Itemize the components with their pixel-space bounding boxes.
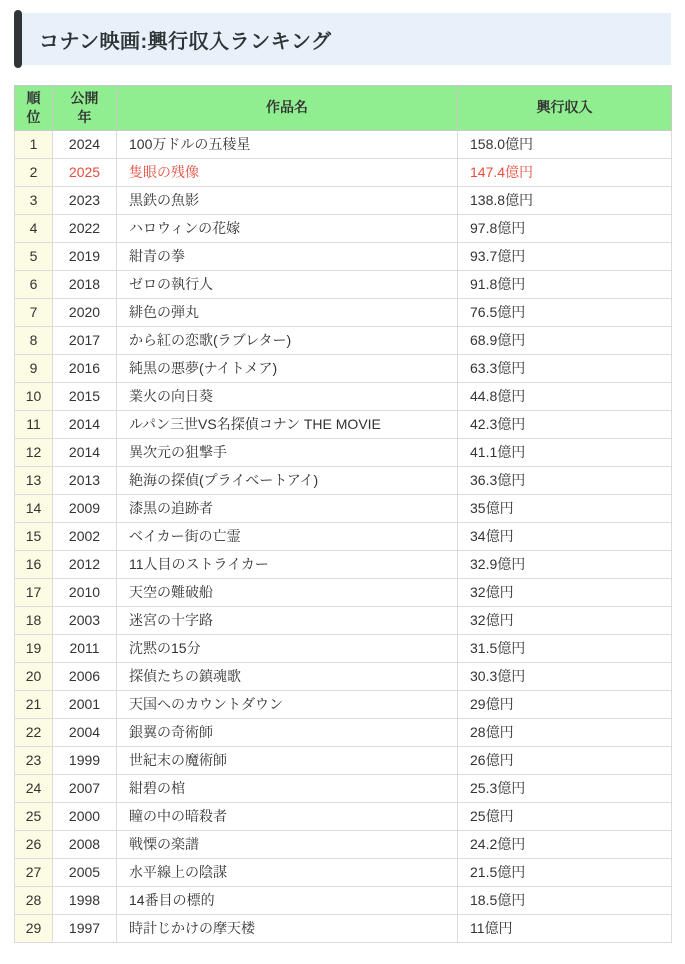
year-cell: 2001 (53, 690, 117, 718)
table-row (15, 522, 672, 550)
ranking-table (14, 85, 672, 943)
title-cell: 業火の向日葵 (117, 382, 458, 410)
rank-cell: 27 (15, 858, 53, 886)
title-cell: から紅の恋歌(ラブレター) (117, 326, 458, 354)
rank-cell: 4 (15, 214, 53, 242)
title-cell: 100万ドルの五稜星 (117, 130, 458, 158)
table-row (15, 158, 672, 186)
title-cell: 11人目のストライカー (117, 550, 458, 578)
title-cell: 異次元の狙撃手 (117, 438, 458, 466)
table-row (15, 186, 672, 214)
revenue-cell: 18.5億円 (458, 886, 672, 914)
table-row (15, 634, 672, 662)
page-title: コナン映画:興行収入ランキング (39, 30, 332, 53)
rank-cell: 13 (15, 466, 53, 494)
table-row (15, 774, 672, 802)
title-cell: 戦慄の楽譜 (117, 830, 458, 858)
table-row (15, 298, 672, 326)
title-cell: ゼロの執行人 (117, 270, 458, 298)
revenue-cell: 29億円 (458, 690, 672, 718)
rank-cell: 1 (15, 130, 53, 158)
year-cell: 2009 (53, 494, 117, 522)
rank-cell: 10 (15, 382, 53, 410)
year-cell: 2002 (53, 522, 117, 550)
table-row (15, 606, 672, 634)
year-cell: 2023 (53, 186, 117, 214)
revenue-cell: 36.3億円 (458, 466, 672, 494)
rank-cell: 8 (15, 326, 53, 354)
rank-cell: 11 (15, 410, 53, 438)
year-cell: 2020 (53, 298, 117, 326)
table-row (15, 662, 672, 690)
year-cell: 2014 (53, 438, 117, 466)
table-row (15, 858, 672, 886)
revenue-cell: 44.8億円 (458, 382, 672, 410)
rank-cell: 9 (15, 354, 53, 382)
header-title: 作品名 (117, 86, 458, 131)
revenue-cell: 91.8億円 (458, 270, 672, 298)
rank-cell: 28 (15, 886, 53, 914)
revenue-cell: 32.9億円 (458, 550, 672, 578)
rank-cell: 5 (15, 242, 53, 270)
title-cell: 銀翼の奇術師 (117, 718, 458, 746)
revenue-cell: 25億円 (458, 802, 672, 830)
year-cell: 2016 (53, 354, 117, 382)
rank-cell: 2 (15, 158, 53, 186)
rank-cell: 20 (15, 662, 53, 690)
year-cell: 2024 (53, 130, 117, 158)
title-cell: 探偵たちの鎮魂歌 (117, 662, 458, 690)
year-cell: 2008 (53, 830, 117, 858)
table-row (15, 130, 672, 158)
revenue-cell: 11億円 (458, 914, 672, 942)
title-cell: ベイカー街の亡霊 (117, 522, 458, 550)
rank-cell: 19 (15, 634, 53, 662)
year-cell: 2004 (53, 718, 117, 746)
revenue-cell: 32億円 (458, 578, 672, 606)
rank-cell: 7 (15, 298, 53, 326)
title-cell: 純黒の悪夢(ナイトメア) (117, 354, 458, 382)
year-cell: 2012 (53, 550, 117, 578)
revenue-cell: 34億円 (458, 522, 672, 550)
table-row (15, 438, 672, 466)
table-row (15, 718, 672, 746)
title-cell: 黒鉄の魚影 (117, 186, 458, 214)
title-box (22, 13, 671, 65)
title-cell: 漆黒の追跡者 (117, 494, 458, 522)
year-cell: 2005 (53, 858, 117, 886)
table-row (15, 690, 672, 718)
rank-cell: 24 (15, 774, 53, 802)
revenue-cell: 138.8億円 (458, 186, 672, 214)
header-revenue: 興行収入 (458, 86, 672, 131)
table-row (15, 550, 672, 578)
title-cell: 紺碧の棺 (117, 774, 458, 802)
year-cell: 2022 (53, 214, 117, 242)
rank-cell: 12 (15, 438, 53, 466)
title-cell: 絶海の探偵(プライベートアイ) (117, 466, 458, 494)
table-header (15, 86, 672, 131)
revenue-cell: 68.9億円 (458, 326, 672, 354)
title-cell: 瞳の中の暗殺者 (117, 802, 458, 830)
table-row (15, 914, 672, 942)
title-cell: 天空の難破船 (117, 578, 458, 606)
table-row (15, 494, 672, 522)
year-cell: 2018 (53, 270, 117, 298)
rank-cell: 26 (15, 830, 53, 858)
year-cell: 2017 (53, 326, 117, 354)
revenue-cell: 158.0億円 (458, 130, 672, 158)
title-cell: 14番目の標的 (117, 886, 458, 914)
page (0, 10, 685, 964)
table-row (15, 886, 672, 914)
rank-cell: 6 (15, 270, 53, 298)
title-accent-bar (14, 10, 22, 68)
rank-cell: 29 (15, 914, 53, 942)
revenue-cell: 147.4億円 (458, 158, 672, 186)
table-row (15, 354, 672, 382)
title-cell: ハロウィンの花嫁 (117, 214, 458, 242)
revenue-cell: 26億円 (458, 746, 672, 774)
table-row (15, 466, 672, 494)
title-cell: 時計じかけの摩天楼 (117, 914, 458, 942)
table-row (15, 410, 672, 438)
year-cell: 2006 (53, 662, 117, 690)
revenue-cell: 63.3億円 (458, 354, 672, 382)
rank-cell: 3 (15, 186, 53, 214)
revenue-cell: 35億円 (458, 494, 672, 522)
table-row (15, 270, 672, 298)
revenue-cell: 30.3億円 (458, 662, 672, 690)
table-row (15, 214, 672, 242)
year-cell: 2011 (53, 634, 117, 662)
rank-cell: 14 (15, 494, 53, 522)
rank-cell: 18 (15, 606, 53, 634)
revenue-cell: 21.5億円 (458, 858, 672, 886)
rank-cell: 21 (15, 690, 53, 718)
year-cell: 2014 (53, 410, 117, 438)
year-cell: 2000 (53, 802, 117, 830)
table-row (15, 746, 672, 774)
table-row (15, 578, 672, 606)
year-cell: 1997 (53, 914, 117, 942)
revenue-cell: 32億円 (458, 606, 672, 634)
title-cell: 世紀末の魔術師 (117, 746, 458, 774)
year-cell: 2010 (53, 578, 117, 606)
title-cell: 天国へのカウントダウン (117, 690, 458, 718)
table-body (15, 130, 672, 942)
rank-cell: 22 (15, 718, 53, 746)
revenue-cell: 42.3億円 (458, 410, 672, 438)
title-cell: 迷宮の十字路 (117, 606, 458, 634)
title-cell: 沈黙の15分 (117, 634, 458, 662)
rank-cell: 25 (15, 802, 53, 830)
revenue-cell: 97.8億円 (458, 214, 672, 242)
header-year: 公開年 (53, 86, 117, 131)
rank-cell: 16 (15, 550, 53, 578)
page-header (14, 10, 671, 68)
table-header-row (15, 86, 672, 131)
rank-cell: 23 (15, 746, 53, 774)
revenue-cell: 28億円 (458, 718, 672, 746)
revenue-cell: 25.3億円 (458, 774, 672, 802)
rank-cell: 17 (15, 578, 53, 606)
table-row (15, 830, 672, 858)
title-cell: ルパン三世VS名探偵コナン THE MOVIE (117, 410, 458, 438)
table-row (15, 242, 672, 270)
revenue-cell: 93.7億円 (458, 242, 672, 270)
title-cell: 水平線上の陰謀 (117, 858, 458, 886)
title-cell: 紺青の拳 (117, 242, 458, 270)
revenue-cell: 41.1億円 (458, 438, 672, 466)
title-cell: 隻眼の残像 (117, 158, 458, 186)
year-cell: 2025 (53, 158, 117, 186)
title-cell: 緋色の弾丸 (117, 298, 458, 326)
table-row (15, 326, 672, 354)
year-cell: 2007 (53, 774, 117, 802)
header-rank: 順位 (15, 86, 53, 131)
year-cell: 2019 (53, 242, 117, 270)
year-cell: 1999 (53, 746, 117, 774)
year-cell: 2013 (53, 466, 117, 494)
revenue-cell: 76.5億円 (458, 298, 672, 326)
revenue-cell: 24.2億円 (458, 830, 672, 858)
rank-cell: 15 (15, 522, 53, 550)
year-cell: 2015 (53, 382, 117, 410)
table-row (15, 802, 672, 830)
table-row (15, 382, 672, 410)
year-cell: 2003 (53, 606, 117, 634)
year-cell: 1998 (53, 886, 117, 914)
revenue-cell: 31.5億円 (458, 634, 672, 662)
